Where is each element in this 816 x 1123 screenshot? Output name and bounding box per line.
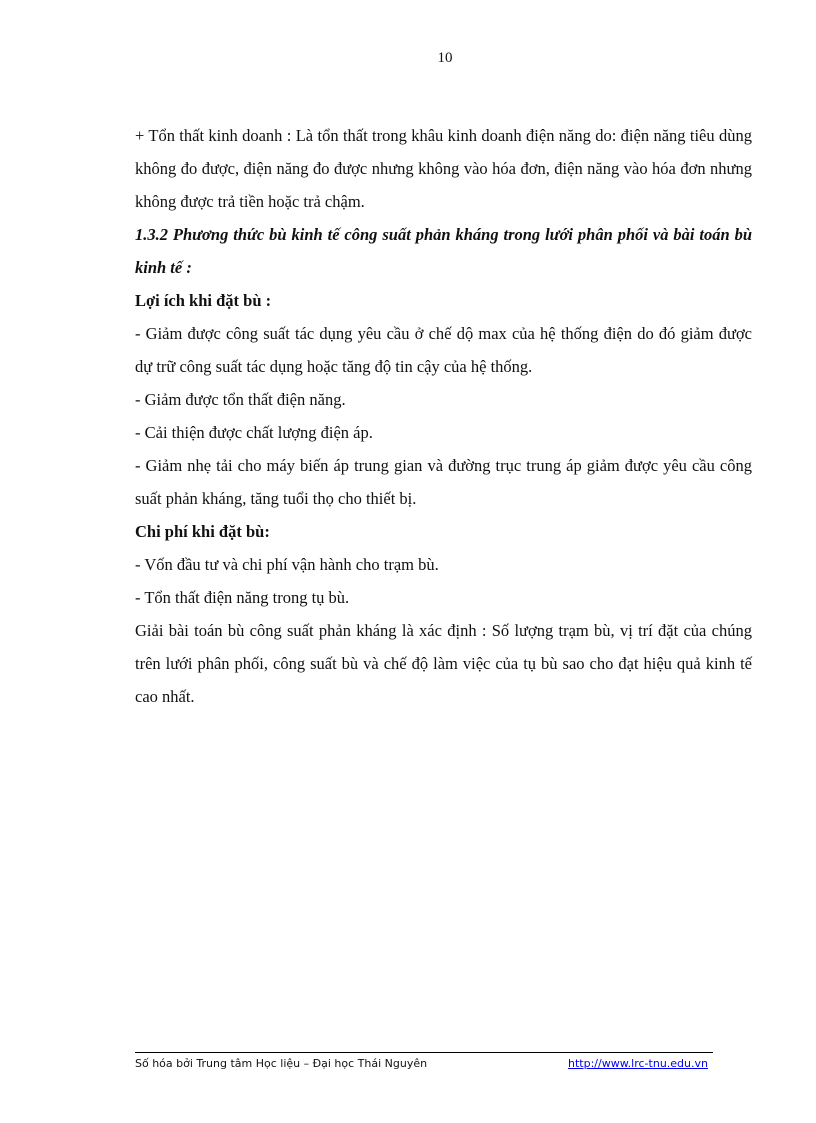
footer-source-text: Số hóa bởi Trung tâm Học liệu – Đại học Thái Nguyên bbox=[135, 1057, 428, 1070]
benefits-heading: Lợi ích khi đặt bù : bbox=[135, 291, 272, 310]
section-heading: 1.3.2 Phương thức bù kinh tế công suất phản kháng trong lưới phân phối và bài toán bù kinh tế : bbox=[135, 225, 752, 277]
paragraph-conclusion: Giải bài toán bù công suất phản kháng là xác định : Số lượng trạm bù, vị trí đặt của chúng trên lưới phân phối, công suất bù và chế độ làm việc của tụ bù sao cho đạt hiệu quả kinh tế cao nhất. bbox=[135, 621, 752, 706]
document-body bbox=[135, 119, 752, 713]
list-item: - Vốn đầu tư và chi phí vận hành cho trạm bù. bbox=[135, 555, 439, 574]
list-item: - Giảm được công suất tác dụng yêu cầu ở chế dộ max của hệ thống điện do đó giảm được dự trữ công suất tác dụng hoặc tăng độ tin cậy của hệ thống. bbox=[135, 324, 752, 376]
list-item: - Cải thiện được chất lượng điện áp. bbox=[135, 423, 373, 442]
footer-divider bbox=[135, 1052, 713, 1053]
paragraph-business-loss: + Tổn thất kinh doanh : Là tổn thất trong khâu kinh doanh điện năng do: điện năng tiêu dùng không đo được, điện năng đo được nhưng không vào hóa đơn, điện năng vào hóa đơn nhưng không được trả tiền hoặc trả chậm. bbox=[135, 126, 752, 211]
list-item: - Tổn thất điện năng trong tụ bù. bbox=[135, 588, 350, 607]
list-item: - Giảm nhẹ tải cho máy biến áp trung gian và đường trục trung áp giảm được yêu cầu công suất phản kháng, tăng tuổi thọ cho thiết bị. bbox=[135, 456, 752, 508]
footer-link[interactable]: http://www.lrc-tnu.edu.vn bbox=[568, 1057, 708, 1070]
costs-heading: Chi phí khi đặt bù: bbox=[135, 522, 270, 541]
list-item: - Giảm được tổn thất điện năng. bbox=[135, 390, 346, 409]
page-number: 10 bbox=[437, 50, 453, 66]
